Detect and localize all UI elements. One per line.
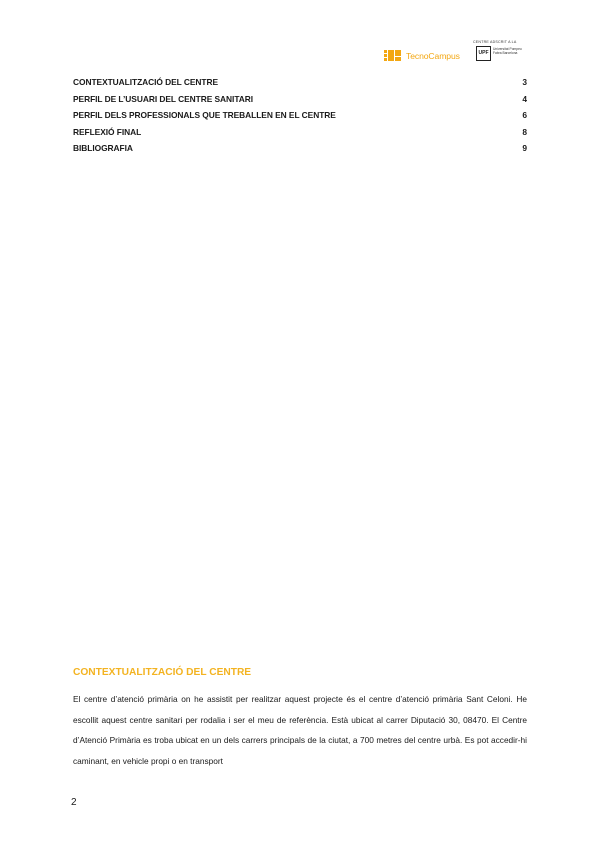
toc-entry-title: REFLEXIÓ FINAL [73,126,142,137]
toc-entry-title: CONTEXTUALITZACIÓ DEL CENTRE [73,77,219,87]
toc-entry[interactable] [73,110,527,127]
tecnocampus-logo [384,49,460,62]
upf-name: Universitat Pompeu Fabra Barcelona [493,47,522,55]
toc-entry[interactable] [73,143,527,160]
toc-entry[interactable] [73,77,527,94]
toc-entry-page: 8 [522,126,527,137]
toc-entry-page: 3 [522,77,527,87]
toc-entry-page: 6 [522,110,527,120]
toc-entry-page: 9 [522,143,527,153]
upf-logo [473,40,525,66]
toc-entry[interactable] [73,94,527,111]
tecnocampus-mark-icon [384,49,402,62]
toc-entry-title: BIBLIOGRAFIA [73,143,133,153]
upf-affiliation-label: CENTRE ADSCRIT A LA [473,40,517,44]
tecnocampus-wordmark: TecnoCampus [406,50,460,61]
toc-entry-title: PERFIL DE L’USUARI DEL CENTRE SANITARI [73,93,254,104]
section-heading: CONTEXTUALITZACIÓ DEL CENTRE [73,667,252,678]
toc-entry-title: PERFIL DELS PROFESSIONALS QUE TREBALLEN EN EL CENTRE [73,110,336,120]
table-of-contents [73,77,527,160]
page-number: 2 [71,797,77,808]
body-paragraph: El centre d’atenció primària on he assistit per realitzar aquest projecte és el centre d’atenció primària Sant Celoni. He escollit aquest centre sanitari per rodalia i ser el meu de referència. Està ubicat al carrer Diputació 30, 08470. El Centre d’Atenció Primària es troba ubicat en un dels carrers principals de la ciutat, a 700 metres del centre urbà. Es pot accedir-hi caminant, en vehicle propi o en transport [73,694,527,766]
toc-entry[interactable] [73,127,527,144]
toc-entry-page: 4 [522,93,527,104]
upf-mark: UPF [476,46,491,61]
header-logos [384,40,534,66]
